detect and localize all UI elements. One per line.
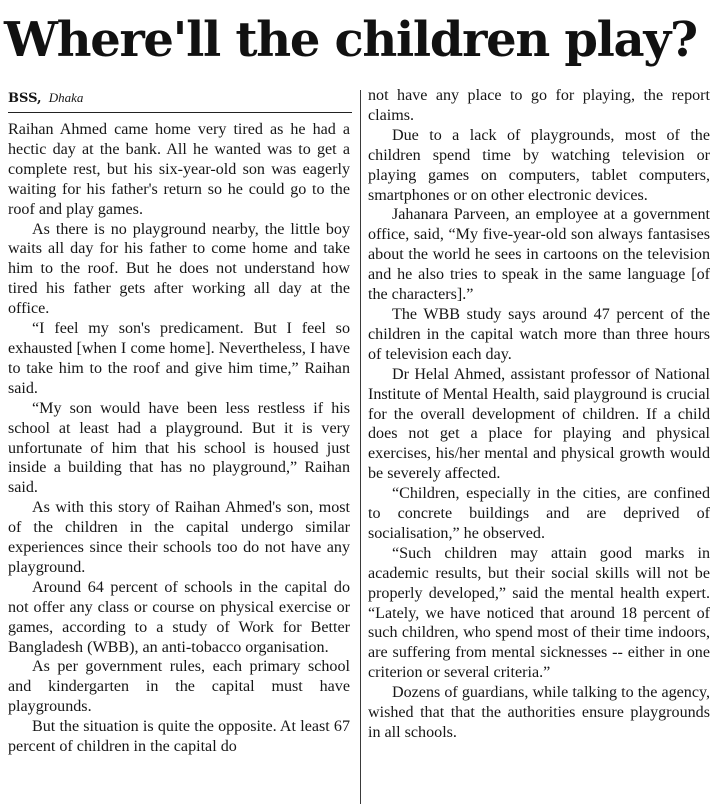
article-paragraph: As there is no playground nearby, the little boy waits all day for his father to come home and take him to the roof. But he does not understand how tired his father gets after working all day at the office. [8, 220, 350, 318]
article-paragraph: Around 64 percent of schools in the capital do not offer any class or course on physical exercise or games, according to a study of Work for Better Bangladesh (WBB), an anti-tobacco organisation. [8, 578, 350, 656]
headline: Where'll the children play? [4, 12, 697, 68]
article-paragraph: Due to a lack of playgrounds, most of the children spend time by watching television or playing games on computers, tablet computers, smartphones or on other electronic devices. [368, 126, 710, 204]
column-divider [360, 90, 361, 804]
article-paragraph: The WBB study says around 47 percent of the children in the capital watch more than three hours of television each day. [368, 305, 710, 363]
article-paragraph: “My son would have been less restless if his school at least had a playground. But it is very unfortunate of him that his school is housed just inside a building that has no playground,” Raihan said. [8, 399, 350, 497]
article-paragraph-continued: not have any place to go for playing, the report claims. [368, 87, 710, 124]
article-column-right [368, 86, 710, 743]
article-paragraph: As per government rules, each primary school and kindergarten in the capital must have playgrounds. [8, 658, 350, 716]
article-paragraph: Jahanara Parveen, an employee at a government office, said, “My five-year-old son always fantasises about the world he sees in cartoons on the television and he also tries to speak in the same language [of the characters].” [368, 206, 710, 304]
article-paragraph: “Children, especially in the cities, are confined to concrete buildings and are deprived of socialisation,” he observed. [368, 485, 710, 542]
byline-agency: BSS, [8, 91, 42, 106]
article-paragraph: “Such children may attain good marks in academic results, but their social skills will not be properly developed,” said the mental health expert. “Lately, we have noticed that around 18 percent of such children, who spend most of their time indoors, are suffering from mental sicknesses -- either in one criterion or several criteria.” [368, 544, 710, 682]
article-paragraph: Dozens of guardians, while talking to the agency, wished that that the authorities ensure playgrounds in all schools. [368, 684, 710, 741]
byline-dateline: Dhaka [48, 90, 84, 105]
article-paragraph: But the situation is quite the opposite. At least 67 percent of children in the capital do [8, 718, 350, 756]
byline [8, 89, 83, 108]
article-paragraph: As with this story of Raihan Ahmed's son, most of the children in the capital undergo similar experiences since their schools too do not have any playground. [8, 499, 350, 576]
article-paragraph: “I feel my son's predicament. But I feel so exhausted [when I come home]. Nevertheless, I have to take him to the roof and give him time,” Raihan said. [8, 320, 350, 397]
byline-divider [8, 112, 352, 113]
article-paragraph: Dr Helal Ahmed, assistant professor of National Institute of Mental Health, said playground is crucial for the overall development of children. If a child does not get a place for playing and physical exercises, his/her mental and physical growth would be severely affected. [368, 365, 710, 483]
article-paragraph: Raihan Ahmed came home very tired as he had a hectic day at the bank. All he wanted was to get a complete rest, but his six-year-old son was eagerly waiting for his father's return so he could go to the roof and play games. [8, 121, 350, 218]
article-column-left [8, 120, 350, 757]
